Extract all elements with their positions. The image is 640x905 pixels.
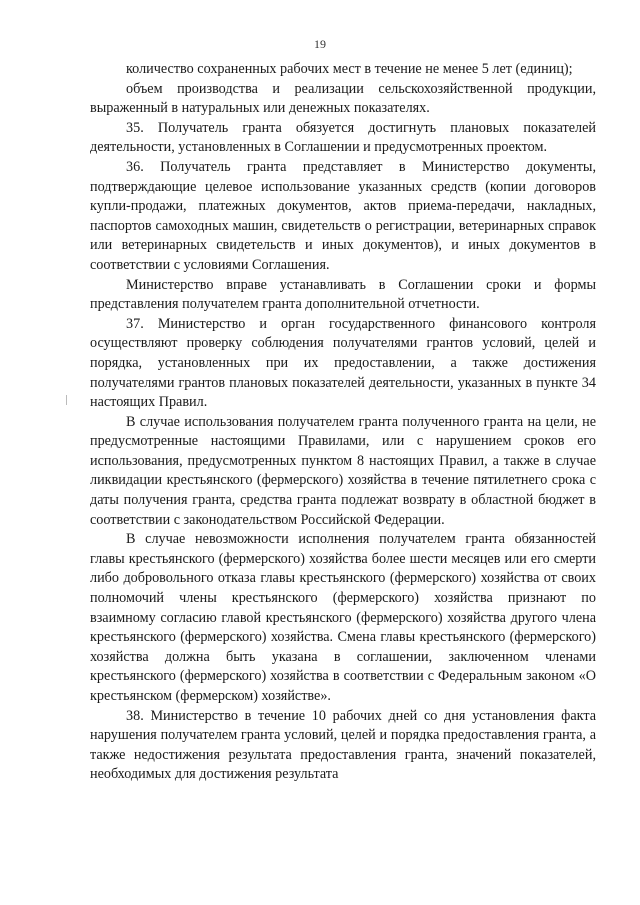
margin-mark	[66, 395, 67, 405]
paragraph-3: 35. Получатель гранта обязуется достигнуть плановых показателей деятельности, установленных в Соглашении и предусмотренных проектом.	[90, 119, 596, 156]
paragraph-1: количество сохраненных рабочих мест в течение не менее 5 лет (единиц);	[126, 61, 573, 77]
paragraph-8: В случае невозможности исполнения получателем гранта обязанностей главы крестьянского (фермерского) хозяйства более шести месяцев или его смерти либо добровольного отказа главы крестьянского (фермерского) хозяйства от своих полномочий члены крестьянского (фермерского) хозяйства признают по взаимному согласию главой крестьянского (фермерского) хозяйства другого члена крестьянского (фермерского) хозяйства. Смена главы крестьянского (фермерского) хозяйства должна быть указана в соглашении, заключенном членами крестьянского (фермерского) хозяйства в соответствии с Федеральным законом «О крестьянском (фермерском) хозяйстве».	[90, 531, 596, 704]
paragraph-9: 38. Министерство в течение 10 рабочих дней со дня установления факта нарушения получателем гранта условий, целей и порядка предоставления гранта, а также недостижения результата предоставления гранта, значений показателей, необходимых для достижения результата	[90, 707, 596, 783]
page-number: 19	[314, 37, 326, 51]
paragraph-2: объем производства и реализации сельскохозяйственной продукции, выраженный в натуральных или денежных показателях.	[90, 80, 596, 117]
paragraph-6: 37. Министерство и орган государственного финансового контроля осуществляют проверку соблюдения получателями грантов условий, целей и порядка, установленных при их предоставлении, а также достижения получателями грантов плановых показателей деятельности, указанных в пункте 34 настоящих Правил.	[90, 315, 596, 411]
paragraph-5: Министерство вправе устанавливать в Соглашении сроки и формы представления получателем гранта дополнительной отчетности.	[90, 276, 596, 313]
paragraph-4: 36. Получатель гранта представляет в Министерство документы, подтверждающие целевое использование указанных средств (копии договоров купли-продажи, платежных документов, актов приема-передачи, накладных, паспортов самоходных машин, свидетельств о регистрации, ветеринарных справок или ветеринарных свидетельств и иных документов), и иных документов в соответствии с условиями Соглашения.	[90, 158, 596, 273]
paragraph-7: В случае использования получателем гранта полученного гранта на цели, не предусмотренные настоящими Правилами, или с нарушением сроков его использования, предусмотренных пунктом 8 настоящих Правил, а также в случае ликвидации крестьянского (фермерского) хозяйства в течение пятилетнего срока с даты получения гранта, средства гранта подлежат возврату в областной бюджет в соответствии с законодательством Российской Федерации.	[90, 413, 596, 528]
document-body	[90, 60, 596, 785]
